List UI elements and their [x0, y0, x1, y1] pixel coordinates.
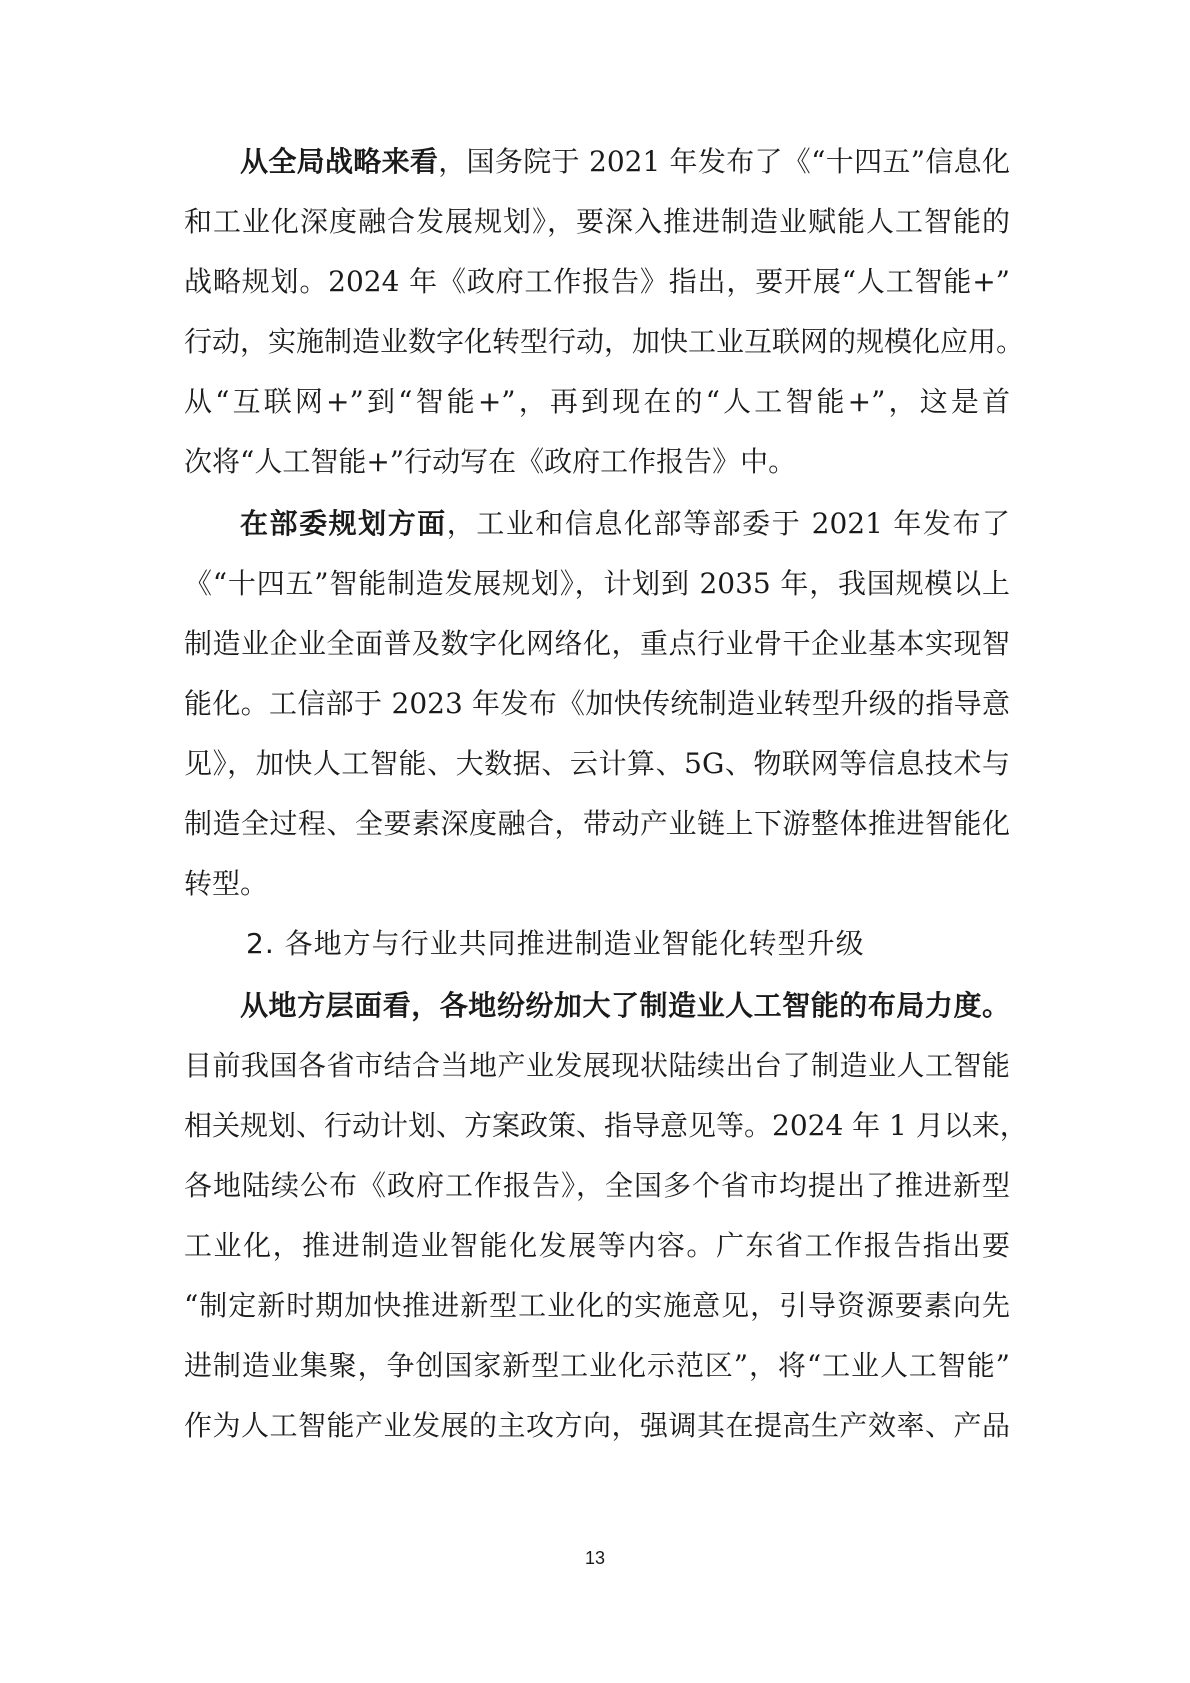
paragraph-1-line-1 — [240, 132, 1010, 192]
section-heading: 2. 各地方与行业共同推进制造业智能化转型升级 — [246, 927, 865, 960]
paragraph-3-line-5: 工业化，推进制造业智能化发展等内容。广东省工作报告指出要 — [184, 1229, 1010, 1262]
paragraph-3-line-2: 目前我国各省市结合当地产业发展现状陆续出台了制造业人工智能 — [184, 1049, 1010, 1082]
paragraph-2-line-2: 《“十四五”智能制造发展规划》，计划到 2035 年，我国规模以上 — [184, 567, 1010, 600]
paragraph-3-line-8: 作为人工智能产业发展的主攻方向，强调其在提高生产效率、产品 — [184, 1409, 1010, 1442]
paragraph-3-line-4: 各地陆续公布《政府工作报告》，全国多个省市均提出了推进新型 — [184, 1169, 1010, 1202]
paragraph-1-line-2: 和工业化深度融合发展规划》，要深入推进制造业赋能人工智能的 — [184, 205, 1010, 238]
paragraph-2-line-1 — [240, 494, 1010, 554]
paragraph-2-line-3: 制造业企业全面普及数字化网络化，重点行业骨干企业基本实现智 — [184, 627, 1010, 660]
paragraph-1-line-5: 从“互联网+”到“智能+”，再到现在的“人工智能+”，这是首 — [184, 385, 1010, 418]
paragraph-2-line-7: 转型。 — [184, 867, 269, 900]
paragraph-3-lead: 从地方层面看，各地纷纷加大了制造业人工智能的布局力度。 — [240, 989, 1010, 1022]
paragraph-1-line-4: 行动，实施制造业数字化转型行动，加快工业互联网的规模化应用。 — [184, 325, 1025, 358]
paragraph-2-line-1-text: ，工业和信息化部等部委于 2021 年发布了 — [446, 507, 1010, 540]
paragraph-2-lead: 在部委规划方面 — [240, 507, 447, 540]
paragraph-1-line-3: 战略规划。2024 年《政府工作报告》指出，要开展“人工智能+” — [184, 265, 1010, 298]
paragraph-3-line-6: “制定新时期加快推进新型工业化的实施意见，引导资源要素向先 — [184, 1289, 1010, 1322]
paragraph-2-line-4: 能化。工信部于 2023 年发布《加快传统制造业转型升级的指导意 — [184, 687, 1010, 720]
page-number: 13 — [584, 1548, 606, 1568]
paragraph-1-lead: 从全局战略来看 — [240, 145, 439, 178]
paragraph-2-line-5: 见》，加快人工智能、大数据、云计算、5G、物联网等信息技术与 — [184, 747, 1010, 780]
paragraph-3-line-3: 相关规划、行动计划、方案政策、指导意见等。2024 年 1 月以来， — [184, 1109, 1028, 1142]
paragraph-3-line-7: 进制造业集聚，争创国家新型工业化示范区”，将“工业人工智能” — [184, 1349, 1010, 1382]
paragraph-1-line-1-text: ，国务院于 2021 年发布了《“十四五”信息化 — [438, 145, 1010, 178]
paragraph-2-line-6: 制造全过程、全要素深度融合，带动产业链上下游整体推进智能化 — [184, 807, 1010, 840]
paragraph-1-line-6: 次将“人工智能+”行动写在《政府工作报告》中。 — [184, 445, 797, 478]
